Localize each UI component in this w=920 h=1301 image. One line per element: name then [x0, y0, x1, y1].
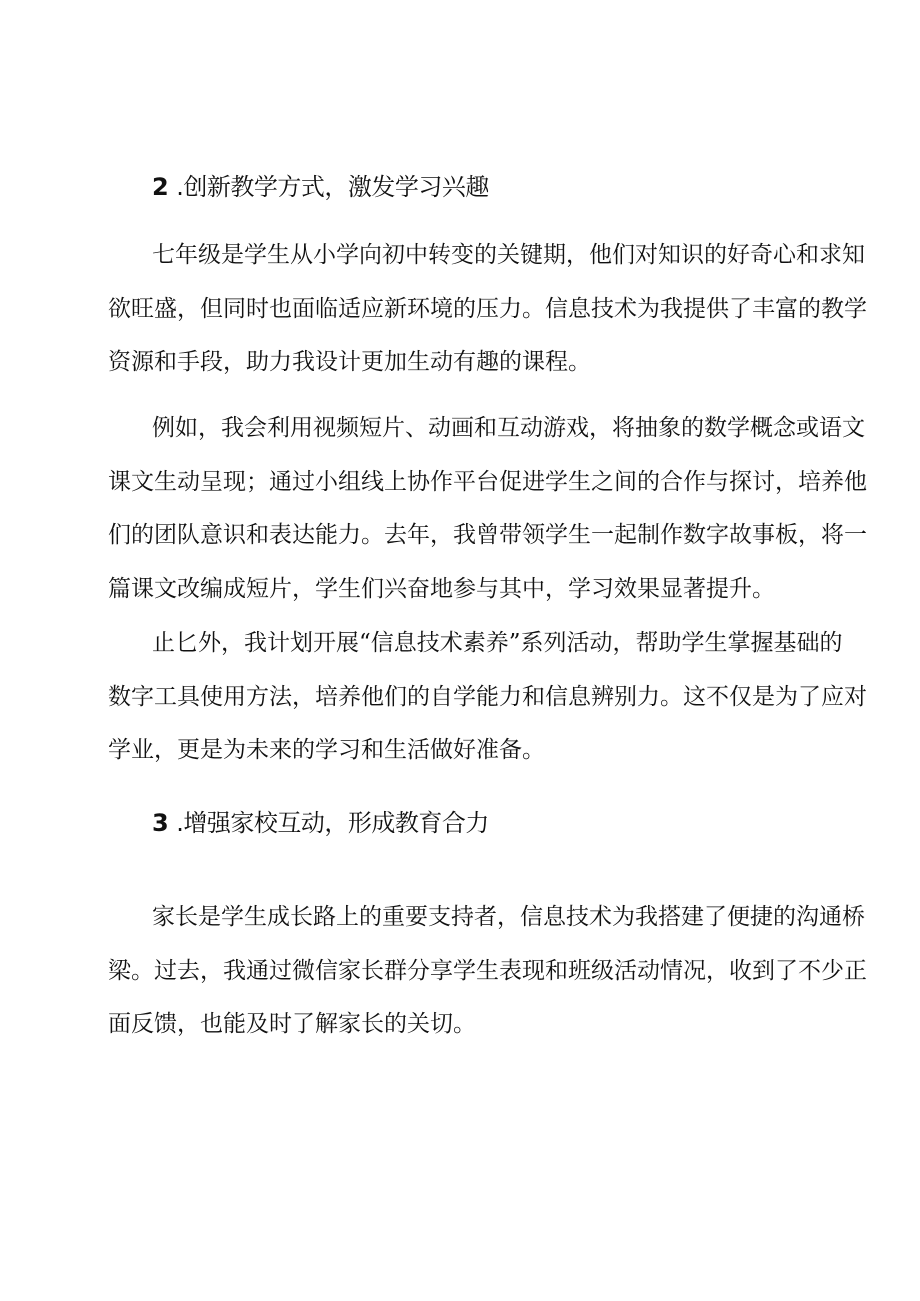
paragraph-line: 课文生动呈现；通过小组线上协作平台促进学生之间的合作与探讨，培养他 [108, 468, 867, 495]
section-title: .创新教学方式，激发学习兴趣 [176, 173, 489, 201]
paragraph-line: 学业，更是为未来的学习和生活做好准备。 [108, 737, 545, 763]
section-number: 2 [152, 173, 169, 201]
paragraph-line: 梁。过去，我通过微信家长群分享学生表现和班级活动情况，收到了不少正 [108, 957, 867, 984]
section-heading-3 [152, 807, 489, 839]
paragraph-line: 篇课文改编成短片，学生们兴奋地参与其中，学习效果显著提升。 [108, 575, 775, 602]
paragraph-line: 们的团队意识和表达能力。去年，我曾带领学生一起制作数字故事板，将一 [108, 522, 867, 548]
paragraph-line: 例如，我会利用视频短片、动画和互动游戏，将抽象的数学概念或语文 [152, 415, 865, 441]
paragraph [108, 617, 867, 778]
paragraph [108, 229, 867, 390]
paragraph-line: 家长是学生成长路上的重要支持者，信息技术为我搭建了便捷的沟通桥 [152, 904, 865, 930]
paragraph-line: 欲旺盛，但同时也面临适应新环境的压力。信息技术为我提供了丰富的教学 [108, 295, 867, 322]
paragraph-line: 数字工具使用方法，培养他们的自学能力和信息辨别力。这不仅是为了应对 [108, 683, 867, 710]
paragraph-line: 止匕外，我计划开展“信息技术素养”系列活动，帮助学生掌握基础的 [152, 630, 843, 656]
section-heading-2 [152, 171, 489, 203]
paragraph-line: 七年级是学生从小学向初中转变的关键期，他们对知识的好奇心和求知 [152, 242, 865, 268]
paragraph-line: 面反馈，也能及时了解家长的关切。 [108, 1011, 476, 1037]
paragraph-line: 资源和手段，助力我设计更加生动有趣的课程。 [108, 349, 591, 375]
paragraph [108, 402, 867, 616]
paragraph [108, 891, 867, 1052]
section-number: 3 [152, 809, 169, 837]
section-title: .增强家校互动，形成教育合力 [176, 809, 489, 837]
